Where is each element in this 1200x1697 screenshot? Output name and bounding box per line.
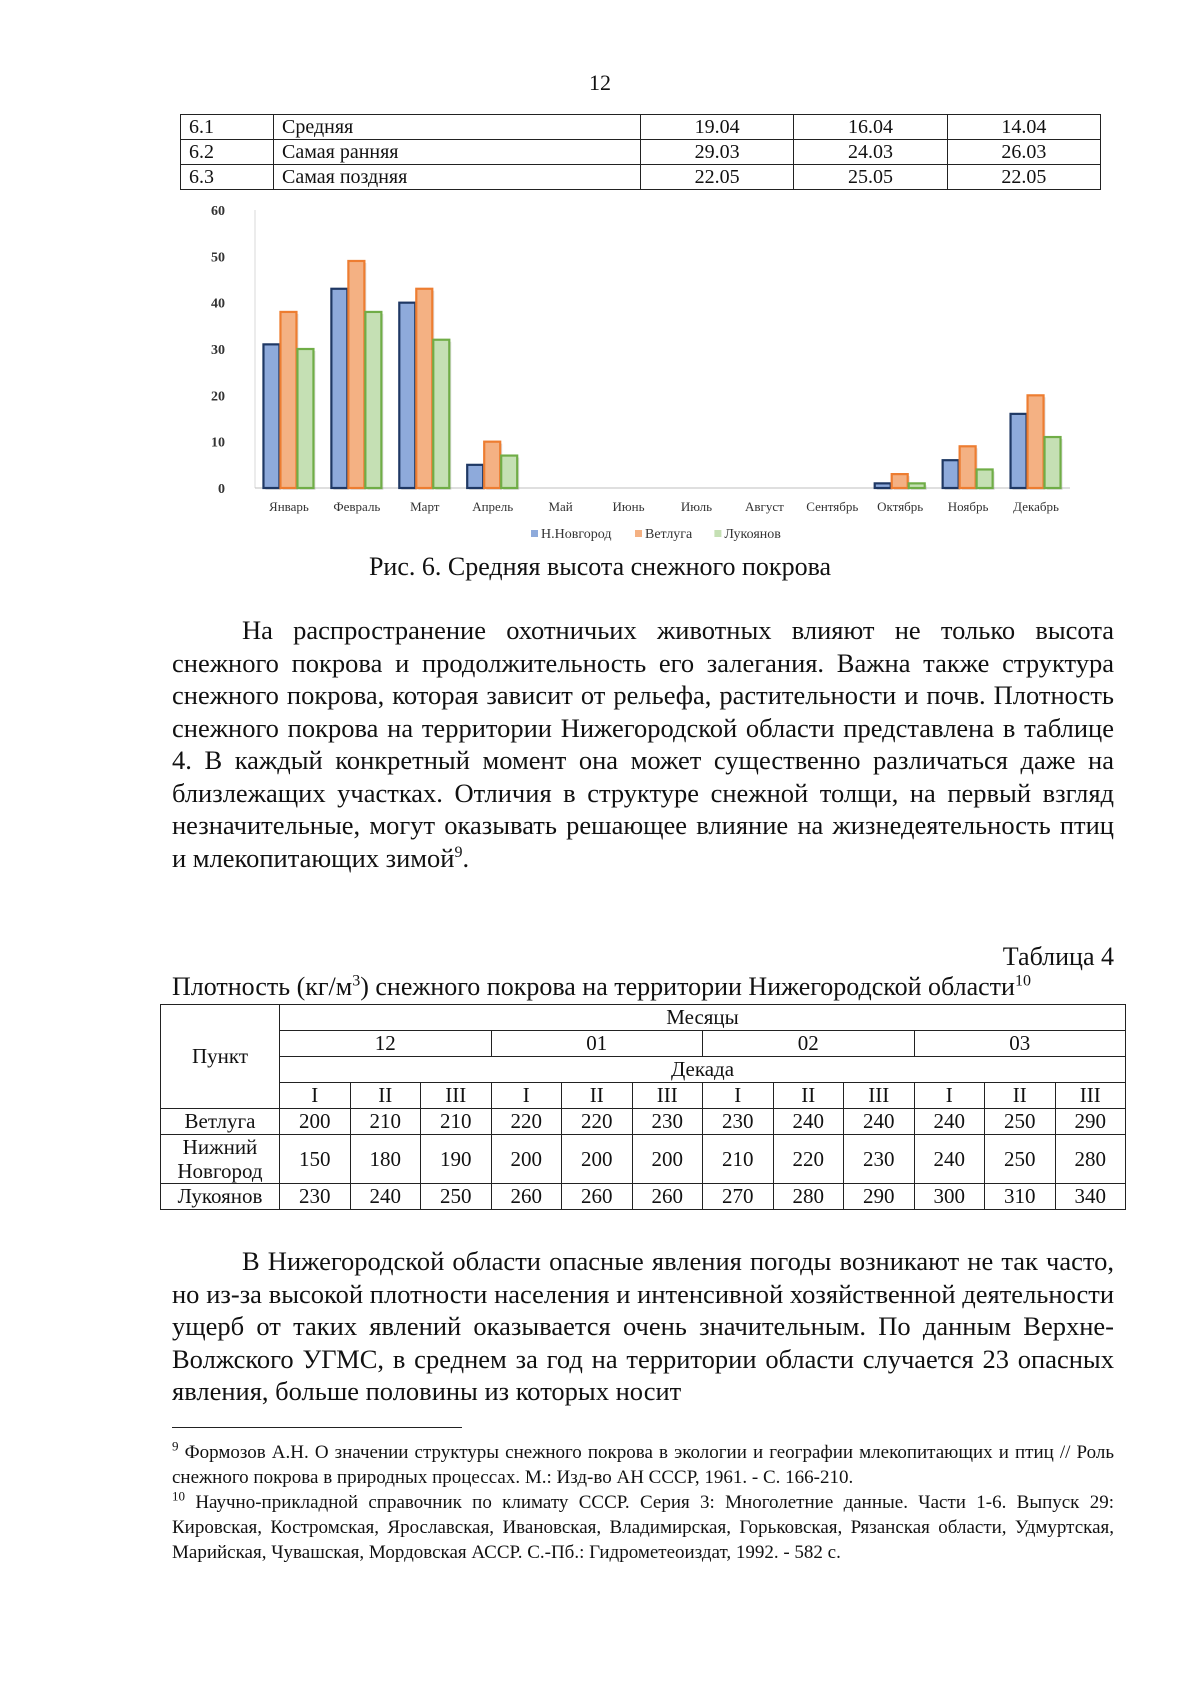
- legend-swatch: [714, 530, 721, 537]
- bar: [348, 261, 364, 488]
- row-number: 6.1: [181, 115, 274, 140]
- bar: [977, 469, 993, 488]
- header-row: [161, 1057, 1126, 1083]
- snow-dates-table: [180, 114, 1101, 190]
- footnote-ref: 9: [454, 843, 463, 861]
- x-tick-label: Март: [410, 499, 440, 514]
- bar: [280, 312, 296, 488]
- bar: [365, 312, 381, 488]
- x-tick-label: Январь: [269, 499, 309, 514]
- x-tick-label: Август: [744, 499, 784, 514]
- paragraph-end: .: [462, 842, 470, 873]
- cell-value: 340: [1055, 1184, 1126, 1210]
- x-tick-label: Декабрь: [1013, 499, 1059, 514]
- bar: [875, 483, 891, 488]
- table-row: [181, 165, 1101, 190]
- cell-value: 19.04: [641, 115, 794, 140]
- snow-depth-chart: [205, 198, 1075, 543]
- cell-value: 280: [1055, 1135, 1126, 1184]
- decade-label: III: [632, 1083, 703, 1109]
- cell-value: 29.03: [641, 140, 794, 165]
- cell-value: 220: [562, 1109, 633, 1135]
- bar: [892, 474, 908, 488]
- figure-caption: Рис. 6. Средняя высота снежного покрова: [368, 552, 832, 581]
- footnote-separator: [172, 1427, 462, 1428]
- table-label: Таблица 4: [1002, 942, 1114, 971]
- cell-value: 240: [350, 1184, 421, 1210]
- legend-swatch: [635, 530, 642, 537]
- x-tick-label: Ноябрь: [947, 499, 989, 514]
- cell-value: 150: [280, 1135, 351, 1184]
- cell-value: 200: [280, 1109, 351, 1135]
- x-tick-label: Май: [548, 499, 573, 514]
- month-header: 01: [491, 1031, 703, 1057]
- x-tick-label: Июль: [680, 499, 713, 514]
- decade-label: I: [491, 1083, 562, 1109]
- cell-value: 190: [421, 1135, 492, 1184]
- cell-value: 270: [703, 1184, 774, 1210]
- cell-value: 310: [985, 1184, 1056, 1210]
- cell-value: 22.05: [641, 165, 794, 190]
- bar: [263, 344, 279, 488]
- y-tick-label: 60: [211, 204, 225, 219]
- footnote-text: Формозов А.Н. О значении структуры снежного покрова в экологии и географии млекопитающих и птиц // Роль снежного покрова в природных процессах. М.: Изд-во АН СССР, 1961. - С. 166-210.: [172, 1442, 1115, 1488]
- cell-value: 200: [562, 1135, 633, 1184]
- cell-value: 180: [350, 1135, 421, 1184]
- cell-value: 230: [703, 1109, 774, 1135]
- bar: [399, 303, 415, 488]
- cell-value: 240: [914, 1109, 985, 1135]
- cell-value: 230: [632, 1109, 703, 1135]
- bar: [297, 349, 313, 488]
- months-header: Месяцы: [280, 1005, 1126, 1031]
- cell-value: 300: [914, 1184, 985, 1210]
- cell-value: 250: [421, 1184, 492, 1210]
- cell-value: 290: [1055, 1109, 1126, 1135]
- cell-value: 26.03: [947, 140, 1100, 165]
- footnote-ref: 10: [1014, 972, 1031, 990]
- cell-value: 25.05: [794, 165, 947, 190]
- footnote-number: 10: [172, 1488, 185, 1504]
- y-tick-label: 0: [218, 482, 225, 497]
- bar: [433, 340, 449, 488]
- cell-value: 210: [350, 1109, 421, 1135]
- legend-swatch: [531, 530, 538, 537]
- bar: [1028, 395, 1044, 488]
- x-tick-label: Февраль: [333, 499, 381, 514]
- table-row: [161, 1184, 1126, 1210]
- table-title: [172, 972, 1031, 1002]
- row-label: Самая поздняя: [274, 165, 641, 190]
- cell-value: 250: [985, 1135, 1056, 1184]
- decade-label: III: [421, 1083, 492, 1109]
- cell-value: 280: [773, 1184, 844, 1210]
- decade-label: II: [562, 1083, 633, 1109]
- cell-value: 230: [844, 1135, 915, 1184]
- x-tick-label: Июнь: [612, 499, 645, 514]
- decade-label: I: [914, 1083, 985, 1109]
- cell-value: 260: [562, 1184, 633, 1210]
- footnote-number: 9: [172, 1438, 179, 1454]
- bar: [416, 289, 432, 488]
- y-tick-label: 40: [211, 296, 225, 312]
- decade-label: I: [280, 1083, 351, 1109]
- month-header: 12: [280, 1031, 492, 1057]
- cell-value: 240: [773, 1109, 844, 1135]
- station-header: Пункт: [161, 1005, 280, 1109]
- cell-value: 210: [421, 1109, 492, 1135]
- page-number: 12: [589, 70, 611, 95]
- header-row: [161, 1083, 1126, 1109]
- decade-label: I: [703, 1083, 774, 1109]
- header-row: [161, 1031, 1126, 1057]
- footnote: [172, 1490, 1114, 1565]
- legend-label: Н.Новгород: [541, 527, 612, 542]
- cell-value: 220: [491, 1109, 562, 1135]
- x-tick-label: Сентябрь: [806, 499, 859, 514]
- month-header: 02: [703, 1031, 915, 1057]
- y-tick-label: 20: [211, 389, 225, 405]
- row-label: Самая ранняя: [274, 140, 641, 165]
- body-paragraph: [172, 614, 1114, 874]
- x-tick-label: Октябрь: [877, 499, 924, 514]
- cell-value: 200: [491, 1135, 562, 1184]
- cell-value: 16.04: [794, 115, 947, 140]
- decade-header: Декада: [280, 1057, 1126, 1083]
- station-name-line: Новгород: [177, 1159, 263, 1183]
- bar: [1011, 414, 1027, 488]
- table-row: [181, 115, 1101, 140]
- header-row: [161, 1005, 1126, 1031]
- cell-value: 24.03: [794, 140, 947, 165]
- decade-label: II: [350, 1083, 421, 1109]
- month-header: 03: [914, 1031, 1126, 1057]
- table-row: [161, 1135, 1126, 1184]
- bar: [501, 456, 517, 488]
- snow-density-table: [160, 1004, 1126, 1210]
- decade-label: III: [844, 1083, 915, 1109]
- bar: [467, 465, 483, 488]
- cell-value: 290: [844, 1184, 915, 1210]
- cell-value: 210: [703, 1135, 774, 1184]
- y-tick-label: 50: [211, 250, 225, 266]
- body-paragraph: В Нижегородской области опасные явления погоды возникают не так часто, но из-за высокой плотности населения и интенсивной хозяйственной деятельности ущерб от таких явлений оказывается очень значительным. По данным Верхне-Волжского УГМС, в среднем за год на территории области случается 23 опасных явления, больше половины из которых носит: [172, 1246, 1114, 1406]
- station-name: Ветлуга: [161, 1109, 280, 1135]
- footnote-text: Научно-прикладной справочник по климату СССР. Серия 3: Многолетние данные. Части 1-6. Выпуск 29: Кировская, Костромская, Ярославская, Ивановская, Владимирская, Горьковская, Рязанская области, Удмуртская, Марийская, Чувашская, Мордовская АССР. С.-Пб.: Гидрометеоиздат, 1992. - 582 с.: [172, 1492, 1114, 1563]
- bar: [484, 442, 500, 488]
- table-row: [161, 1109, 1126, 1135]
- cell-value: 240: [844, 1109, 915, 1135]
- station-name: [161, 1135, 280, 1184]
- decade-label: II: [773, 1083, 844, 1109]
- decade-label: II: [985, 1083, 1056, 1109]
- row-number: 6.2: [181, 140, 274, 165]
- row-number: 6.3: [181, 165, 274, 190]
- cell-value: 240: [914, 1135, 985, 1184]
- legend-label: Ветлуга: [645, 527, 693, 542]
- cell-value: 14.04: [947, 115, 1100, 140]
- paragraph-text: На распространение охотничьих животных влияют не только высота снежного покрова и продолжительность его залегания. Важна также структура снежного покрова, которая зависит от рельефа, растительности и почв. Плотность снежного покрова на территории Нижегородской области представлена в таблице 4. В каждый конкретный момент она может существенно различаться даже на близлежащих участках. Отличия в структуре снежной толщи, на первый взгляд незначительные, могут оказывать решающее влияние на жизнедеятельность птиц и млекопитающих зимой: [172, 615, 1114, 873]
- table-title-part: Плотность (кг/м: [172, 972, 353, 1001]
- cell-value: 230: [280, 1184, 351, 1210]
- bar: [331, 289, 347, 488]
- cell-value: 220: [773, 1135, 844, 1184]
- bar: [909, 483, 925, 488]
- bar: [1045, 437, 1061, 488]
- cell-value: 200: [632, 1135, 703, 1184]
- y-tick-label: 30: [211, 343, 225, 358]
- table-title-part: ) снежного покрова на территории Нижегородской области: [360, 972, 1015, 1001]
- row-label: Средняя: [274, 115, 641, 140]
- cell-value: 260: [491, 1184, 562, 1210]
- x-tick-label: Апрель: [472, 499, 514, 514]
- station-name: Лукоянов: [161, 1184, 280, 1210]
- cell-value: 22.05: [947, 165, 1100, 190]
- decade-label: III: [1055, 1083, 1126, 1109]
- footnote: [172, 1440, 1114, 1490]
- station-name-line: Нижний: [182, 1135, 258, 1159]
- y-tick-label: 10: [211, 435, 225, 451]
- bar: [960, 446, 976, 488]
- legend-label: Лукоянов: [724, 527, 781, 542]
- unit-exponent: 3: [352, 972, 361, 990]
- table-row: [181, 140, 1101, 165]
- bar: [943, 460, 959, 488]
- cell-value: 250: [985, 1109, 1056, 1135]
- cell-value: 260: [632, 1184, 703, 1210]
